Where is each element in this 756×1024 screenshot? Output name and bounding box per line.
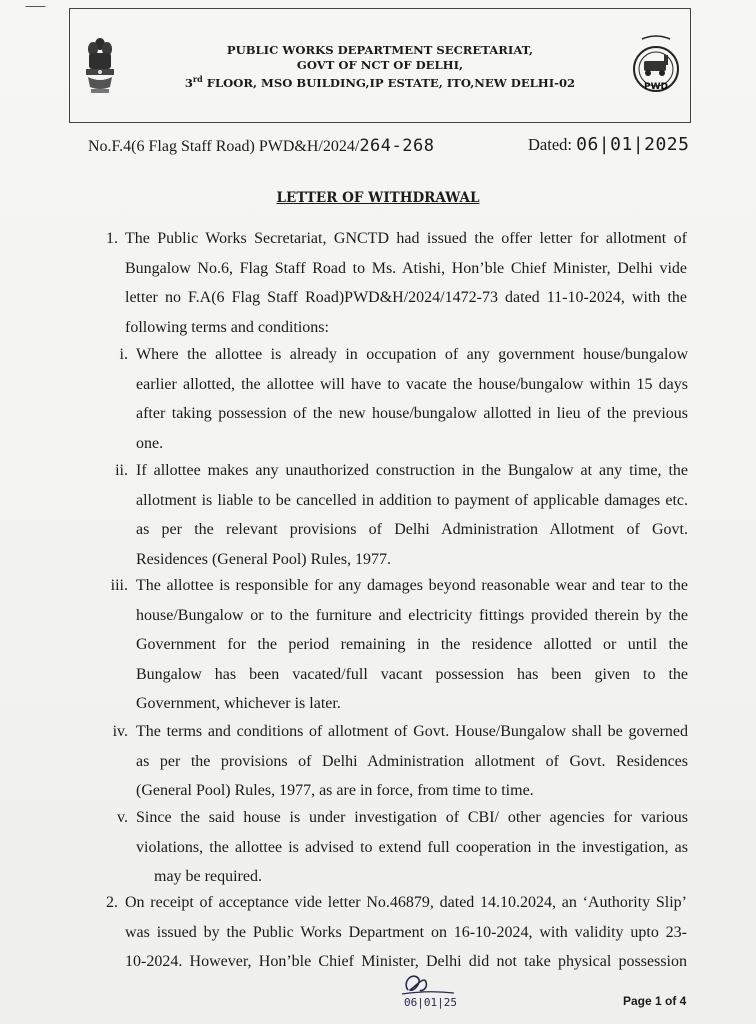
term-line: Residences (General Pool) Rules, 1977. [136,550,392,568]
term-iii [136,571,688,719]
term-line: one. [136,434,164,452]
para-2-line: On receipt of acceptance vide letter No.46879, dated 14.10.2024, an ‘Authority Slip’ [125,894,687,911]
term-v-number: v. [117,809,128,826]
term-iii-number: iii. [110,577,128,594]
pwd-logo-text: PWD [644,82,668,92]
pwd-logo-icon [630,33,682,103]
para-1 [125,224,687,342]
term-line: earlier allotted, the allottee will have to vacate the house/bungalow within 15 days [136,375,688,393]
page-number: Page 1 of 4 [623,994,687,1008]
term-ii-number: ii. [115,462,128,479]
term-line: allotment is liable to be cancelled in addition to payment of applicable damages etc. [136,491,688,509]
para-2-line: 10-2024. However, Hon’ble Chief Minister, Delhi did not take physical possession [125,953,687,970]
header-line-3: 3rd FLOOR, MSO BUILDING,IP ESTATE, ITO,NEW DELHI-02 [184,74,576,90]
handwritten-date: 06|01|2025 [576,134,690,155]
term-line: The terms and conditions of allotment of Govt. House/Bungalow shall be governed [136,723,688,740]
letter-title: LETTER OF WITHDRAWAL [276,190,480,206]
letterhead-text [70,43,690,90]
term-line: If allottee makes any unauthorized construction in the Bungalow at any time, the [136,462,688,479]
term-line: Where the allottee is already in occupation of any government house/bungalow [136,346,688,363]
term-line: as per the provisions of Delhi Administration allotment of Govt. Residences [136,752,688,770]
para-2-line: was issued by the Public Works Department on 16-10-2024, with validity upto 23- [125,923,687,941]
letterhead [69,8,691,123]
term-line: after taking possession of the new house/bungalow allotted in lieu of the previous [136,405,688,422]
para-2 [125,888,687,977]
para-1-number: 1. [106,230,118,247]
term-line: The allottee is responsible for any damages beyond reasonable wear and tear to the [136,577,688,594]
signature-date: 06|01|25 [404,996,457,1009]
term-line: (General Pool) Rules, 1977, as are in force, from time to time. [136,782,534,799]
header-line-2: GOVT OF NCT OF DELHI, [296,57,464,72]
date-line: Dated: 06|01|2025 [528,134,690,155]
scan-mark [25,0,51,7]
term-line: house/Bungalow or to the furniture and electricity fittings provided therein by the [136,606,688,624]
term-line: Government for the period remaining in the residence allotted or until the [136,636,688,653]
term-iv-number: iv. [112,723,128,740]
header-line-1: PUBLIC WORKS DEPARTMENT SECRETARIAT, [226,43,534,57]
reference-number: No.F.4(6 Flag Staff Road) PWD&H/2024/264-268 [88,136,435,156]
para-1-line: Bungalow No.6, Flag Staff Road to Ms. Atishi, Hon’ble Chief Minister, Delhi vide [125,259,687,277]
signature-initials [398,968,462,1010]
para-1-line: letter no F.A(6 Flag Staff Road)PWD&H/2024/1472-73 dated 11-10-2024, with the [125,289,687,306]
term-line: Government, whichever is later. [136,695,341,712]
term-ii [136,456,688,574]
term-i-number: i. [119,346,128,363]
term-line: as per the relevant provisions of Delhi Administration Allotment of Govt. [136,521,688,538]
para-1-line: following terms and conditions: [125,318,329,336]
term-line: Since the said house is under investigation of CBI/ other agencies for various [136,809,688,826]
term-v [136,803,688,892]
para-2-number: 2. [106,894,118,911]
term-line: Bungalow has been vacated/full vacant possession has been given to the [136,665,688,683]
term-line: violations, the allottee is advised to extend full cooperation in the investigation, as [136,838,688,856]
term-line: may be required. [154,868,262,885]
handwritten-reference: 264-268 [359,136,435,156]
term-iv [136,717,688,806]
term-i [136,340,688,458]
para-1-line: The Public Works Secretariat, GNCTD had issued the offer letter for allotment of [125,230,687,247]
